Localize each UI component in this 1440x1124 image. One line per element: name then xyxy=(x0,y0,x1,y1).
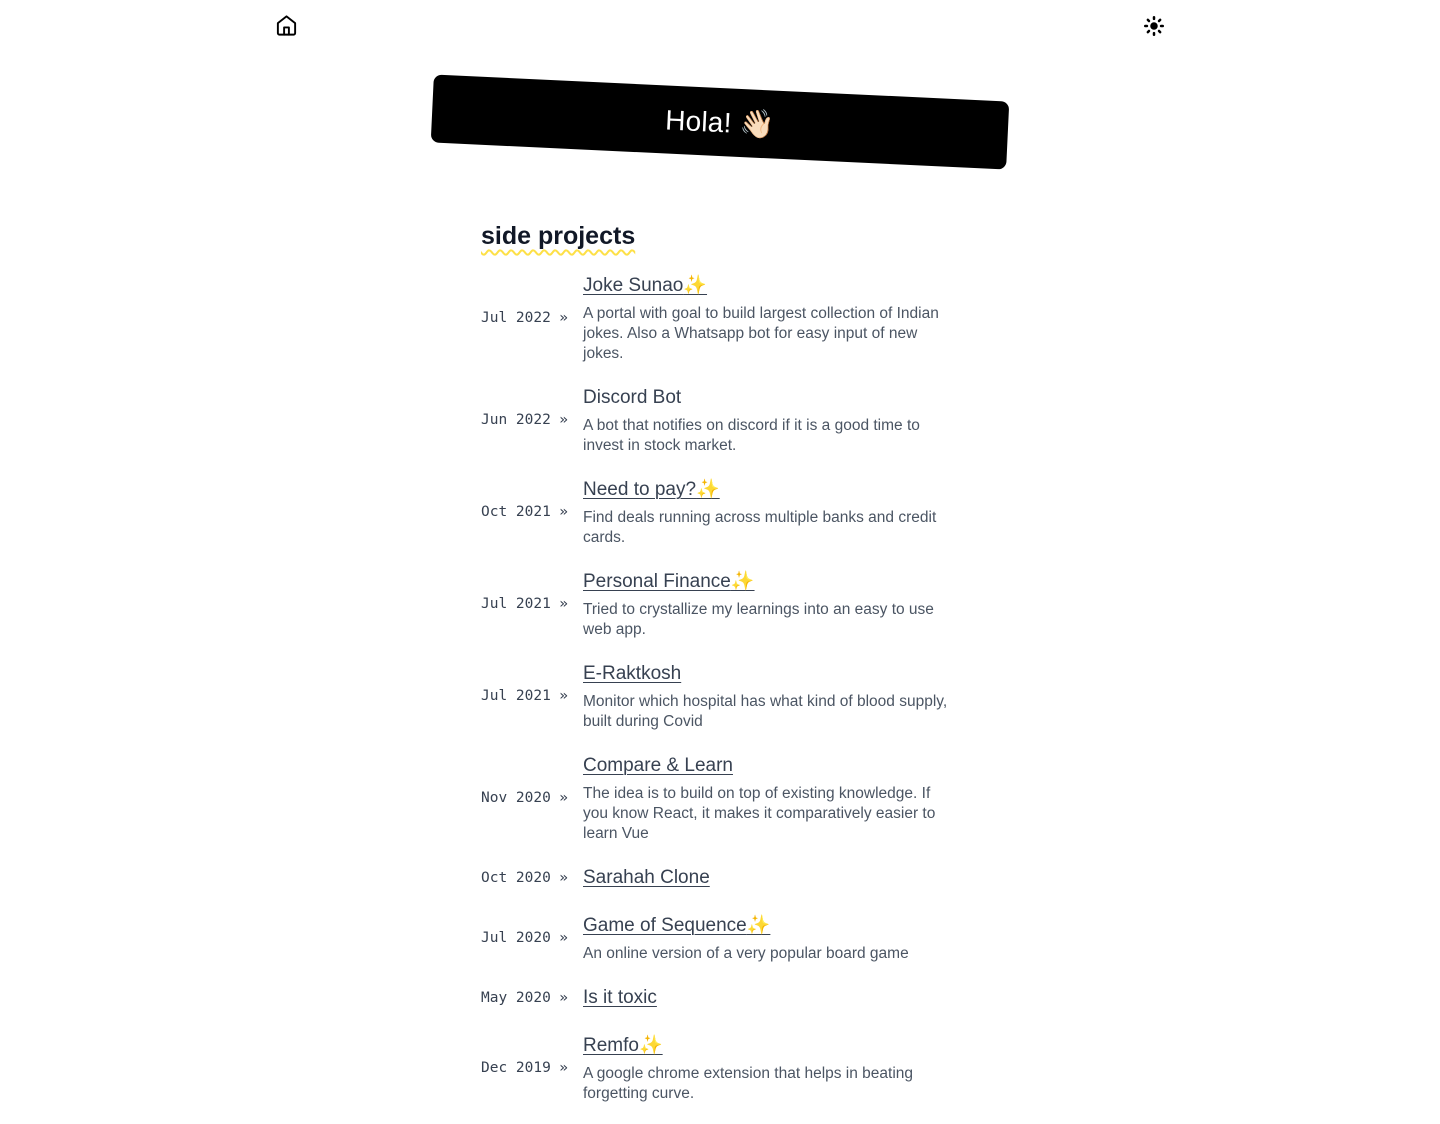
project-item xyxy=(481,476,959,548)
project-date xyxy=(481,596,568,612)
projects-list xyxy=(481,272,959,1124)
project-description: Tried to crystallize my learnings into an easy to use web app. xyxy=(583,601,934,638)
project-content xyxy=(583,660,959,732)
project-content xyxy=(583,984,959,1012)
project-description: A bot that notifies on discord if it is a good time to invest in stock market. xyxy=(583,417,920,454)
project-date xyxy=(481,412,568,428)
double-chevron: » xyxy=(559,1060,568,1076)
double-chevron: » xyxy=(559,504,568,520)
project-date xyxy=(481,870,568,886)
section-title: side projects xyxy=(481,222,636,250)
sparkles-icon: ✨ xyxy=(730,571,755,592)
sparkles-icon: ✨ xyxy=(746,915,771,936)
sun-icon xyxy=(1144,16,1164,36)
date-text: Oct 2020 xyxy=(481,870,551,886)
hero-banner xyxy=(431,74,1010,169)
double-chevron: » xyxy=(559,310,568,326)
project-item xyxy=(481,660,959,732)
project-date xyxy=(481,504,568,520)
theme-toggle-button[interactable] xyxy=(1140,12,1168,40)
project-description: An online version of a very popular board game xyxy=(583,945,909,962)
project-item xyxy=(481,384,959,456)
project-description: The idea is to build on top of existing knowledge. If you know React, it makes it comparatively easier to learn Vue xyxy=(583,785,936,842)
project-title-link[interactable]: Sarahah Clone xyxy=(583,867,710,888)
project-content xyxy=(583,476,959,548)
date-text: Jun 2022 xyxy=(481,412,551,428)
project-description: A google chrome extension that helps in beating forgetting curve. xyxy=(583,1065,914,1102)
home-button[interactable] xyxy=(272,12,300,40)
project-title-link[interactable]: E-Raktkosh xyxy=(583,663,682,684)
project-content xyxy=(583,1032,959,1104)
project-title-link[interactable]: Is it toxic xyxy=(583,987,657,1008)
double-chevron: » xyxy=(559,870,568,886)
date-text: Jul 2022 xyxy=(481,310,551,326)
project-title-link[interactable]: Game of Sequence✨ xyxy=(583,915,771,936)
date-text: Dec 2019 xyxy=(481,1060,551,1076)
project-item xyxy=(481,984,959,1012)
double-chevron: » xyxy=(559,990,568,1006)
project-content xyxy=(583,568,959,640)
project-description: A portal with goal to build largest collection of Indian jokes. Also a Whatsapp bot for easy input of new jokes. xyxy=(583,305,939,362)
project-title-link[interactable]: Need to pay?✨ xyxy=(583,479,720,500)
project-date xyxy=(481,930,568,946)
project-content xyxy=(583,864,959,892)
project-description: Monitor which hospital has what kind of blood supply, built during Covid xyxy=(583,693,948,730)
sparkles-icon: ✨ xyxy=(638,1035,663,1056)
project-date xyxy=(481,790,568,806)
project-item xyxy=(481,1032,959,1104)
project-item xyxy=(481,568,959,640)
project-date xyxy=(481,688,568,704)
sparkles-icon: ✨ xyxy=(696,479,720,500)
hero-greeting: Hola! 👋🏻 xyxy=(664,103,776,141)
double-chevron: » xyxy=(559,596,568,612)
double-chevron: » xyxy=(559,930,568,946)
double-chevron: » xyxy=(559,790,568,806)
project-content xyxy=(583,912,959,964)
project-content xyxy=(583,272,959,364)
project-title-link[interactable]: Remfo✨ xyxy=(583,1035,663,1056)
project-title: Discord Bot xyxy=(583,387,682,408)
hero-banner-wrap xyxy=(432,88,1008,156)
site-header xyxy=(272,0,1168,42)
main-content xyxy=(481,222,959,1124)
project-date xyxy=(481,1060,568,1076)
project-title-link[interactable]: Joke Sunao✨ xyxy=(583,275,708,296)
double-chevron: » xyxy=(559,688,568,704)
date-text: Jul 2021 xyxy=(481,596,551,612)
project-title-link[interactable]: Personal Finance✨ xyxy=(583,571,755,592)
project-content xyxy=(583,384,959,456)
date-text: Jul 2020 xyxy=(481,930,551,946)
project-date xyxy=(481,310,568,326)
project-title-link[interactable]: Compare & Learn xyxy=(583,755,733,776)
date-text: Oct 2021 xyxy=(481,504,551,520)
home-icon xyxy=(275,14,298,37)
date-text: May 2020 xyxy=(481,990,551,1006)
project-item xyxy=(481,864,959,892)
sparkles-icon: ✨ xyxy=(683,275,708,296)
project-item xyxy=(481,272,959,364)
double-chevron: » xyxy=(559,412,568,428)
project-item xyxy=(481,752,959,844)
project-description: Find deals running across multiple banks and credit cards. xyxy=(583,509,937,546)
date-text: Jul 2021 xyxy=(481,688,551,704)
project-item xyxy=(481,912,959,964)
project-date xyxy=(481,990,568,1006)
project-content xyxy=(583,752,959,844)
date-text: Nov 2020 xyxy=(481,790,551,806)
